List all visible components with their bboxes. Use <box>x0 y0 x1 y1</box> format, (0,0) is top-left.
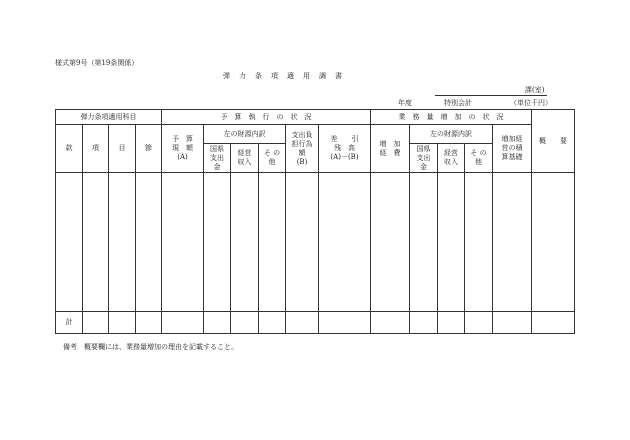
group-header-budget: 予 算 執 行 の 状 況 <box>220 112 312 121</box>
special-account-label: 特別会計 <box>444 99 472 107</box>
col-header-increase-national <box>410 144 437 172</box>
document-title: 弾 力 条 項 適 用 調 書 <box>223 72 343 80</box>
header-line: 国県 <box>210 144 224 153</box>
col-header-commitment <box>286 125 318 172</box>
col-header-increase-basis <box>493 125 531 172</box>
header-line: 支出負 <box>291 130 313 139</box>
header-line: 国県 <box>416 144 431 153</box>
header-bottom <box>55 172 575 173</box>
col-header-budget-other <box>259 144 285 172</box>
header-line: そ の <box>470 149 487 157</box>
budget-breakdown-header: 左の財源内訳 <box>223 129 266 138</box>
header-line: 支出 <box>416 153 431 162</box>
header-line: 残 高 <box>334 144 355 152</box>
header-line: 金 <box>420 162 427 171</box>
col-header-increase-operating <box>438 144 464 172</box>
header-line: 算基礎 <box>501 153 523 161</box>
fiscal-year-label: 年度 <box>398 99 412 107</box>
header-line: 増加経 <box>501 135 523 143</box>
col-header-remaining <box>319 125 370 172</box>
header-line: 担行為 <box>291 139 313 148</box>
col-header-setsu: 節 <box>145 144 152 152</box>
header-line: (A)－(B) <box>330 153 359 161</box>
header-line: 額 <box>298 148 306 157</box>
increase-breakdown-header: 左の財源内訳 <box>430 129 472 138</box>
form-number: 様式第9号（第19条関係） <box>55 59 139 67</box>
col-header-budget-national <box>204 144 230 172</box>
col-header-increase-other <box>465 144 492 172</box>
footer-note: 備考 概要欄には、業務量増加の理由を記載すること。 <box>63 343 238 351</box>
group-header-subject: 弾力条項適用科目 <box>80 112 137 121</box>
header-line: 現 額 <box>172 144 193 152</box>
col-header-kan: 款 <box>65 144 73 152</box>
header-line: (B) <box>296 157 308 166</box>
header-line: 予 算 <box>172 135 193 143</box>
header-line: そ の <box>263 149 281 157</box>
department-label: 課(室) <box>525 86 545 94</box>
header-line: 差 引 <box>330 135 359 143</box>
col-header-moku: 目 <box>118 144 126 152</box>
col-header-budget-operating <box>231 144 258 172</box>
header-line: 経 費 <box>379 148 401 157</box>
col-header-budget-amount <box>162 125 203 172</box>
table-border-bottom <box>55 333 575 334</box>
header-line: 経営 <box>444 149 458 157</box>
header-line: 支出 <box>210 153 224 162</box>
table-border-right <box>574 109 575 334</box>
header-line: 他 <box>475 158 482 166</box>
header-line: 収入 <box>444 158 458 166</box>
group-header-increase: 業 務 量 増 加 の 状 況 <box>398 112 504 121</box>
header-line: 他 <box>268 158 276 166</box>
header-line: 営の積 <box>501 144 523 152</box>
header-line: 増 加 <box>379 139 401 148</box>
col-header-increase-cost <box>371 125 409 172</box>
total-label: 計 <box>65 318 73 326</box>
header-line: (A) <box>177 153 188 161</box>
total-row-top <box>55 311 575 312</box>
header-line: 収入 <box>237 158 252 166</box>
col-header-kou: 項 <box>92 144 99 152</box>
header-line: 経営 <box>237 149 252 157</box>
summary-header: 概 要 <box>539 136 567 145</box>
unit-label: （単位千円） <box>510 99 552 107</box>
header-line: 金 <box>213 162 221 171</box>
